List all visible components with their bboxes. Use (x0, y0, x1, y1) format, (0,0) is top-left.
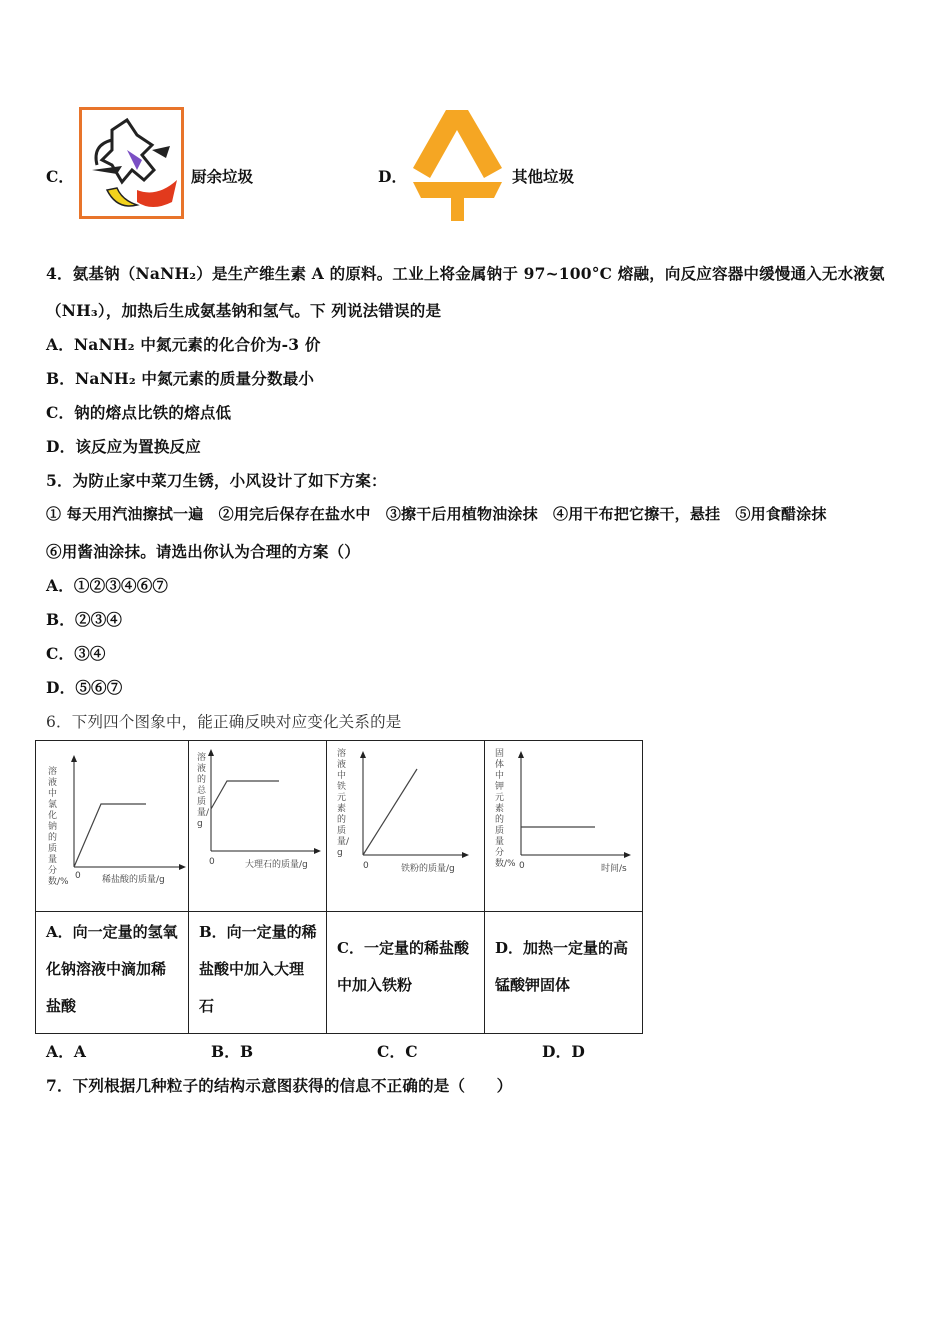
other-waste-label: 其他垃圾 (512, 167, 575, 186)
q4-option-b: B．NaNH₂ 中氮元素的质量分数最小 (46, 369, 315, 388)
graph-b-desc: B．向一定量的稀盐酸中加入大理石 (199, 923, 317, 1015)
q6-stem: 6．下列四个图象中，能正确反映对应变化关系的是 (46, 713, 402, 731)
q5-option-d: D．⑤⑥⑦ (46, 678, 123, 697)
kitchen-waste-label: 厨余垃圾 (191, 167, 254, 186)
graph-c-xlabel: 铁粉的质量/g (401, 864, 455, 874)
graph-a-origin: 0 (75, 871, 81, 881)
q5-methods-cont: ⑥用酱油涂抹。请选出你认为合理的方案（） (46, 542, 361, 561)
graph-d-desc: D．加热一定量的高锰酸钾固体 (495, 939, 629, 994)
q6-graph-table (35, 740, 643, 1034)
graph-a-desc-cell (36, 912, 189, 1034)
q5-stem: 5．为防止家中菜刀生锈，小风设计了如下方案： (46, 471, 387, 490)
q4-option-c: C．钠的熔点比铁的熔点低 (46, 403, 232, 422)
q4-stem-line2: （NH₃），加热后生成氨基钠和氢气。下 列说法错误的是 (46, 301, 442, 320)
graph-c-ylabel: 溶液中铁元素的质量/g (337, 749, 350, 858)
graph-b-xlabel: 大理石的质量/g (245, 860, 308, 870)
q5-option-a: A．①②③④⑥⑦ (46, 576, 169, 595)
graph-d-origin: 0 (519, 861, 525, 871)
graph-b-plot (189, 741, 326, 911)
graph-a-xlabel: 稀盐酸的质量/g (102, 875, 165, 885)
graph-a-desc: A．向一定量的氢氧化钠溶液中滴加稀盐酸 (46, 923, 178, 1015)
graph-c-desc-cell (327, 912, 485, 1034)
kitchen-waste-icon (79, 107, 184, 219)
graph-b-cell (189, 741, 327, 912)
graph-d-desc-cell (485, 912, 643, 1034)
graph-d-ylabel: 固体中钾元素的质量分数/% (495, 749, 516, 869)
graph-a-ylabel: 溶液中氯化钠的质量分数/% (48, 767, 69, 887)
q4-option-d: D．该反应为置换反应 (46, 437, 201, 456)
graph-d-plot (485, 741, 642, 911)
q6-answer-c: C．C (377, 1042, 418, 1061)
graph-a-cell (36, 741, 189, 912)
graph-b-origin: 0 (209, 857, 215, 867)
q6-answer-b: B．B (211, 1042, 254, 1061)
graph-c-origin: 0 (363, 861, 369, 871)
other-waste-icon (410, 106, 505, 224)
q6-answer-d: D．D (542, 1042, 585, 1061)
graph-d-cell (485, 741, 643, 912)
q4-stem-line1: 4．氨基钠（NaNH₂）是生产维生素 A 的原料。工业上将金属钠于 97~100°C 熔融，向反应容器中缓慢通入无水液氨 (46, 264, 885, 283)
option-c-letter: C． (46, 167, 74, 186)
q5-methods: ① 每天用汽油擦拭一遍 ②用完后保存在盐水中 ③擦干后用植物油涂抹 ④用干布把它擦干，悬挂 ⑤用食醋涂抹 (46, 505, 827, 523)
graph-c-desc: C．一定量的稀盐酸中加入铁粉 (337, 939, 469, 994)
graph-d-xlabel: 时间/s (601, 864, 627, 874)
q4-option-a: A．NaNH₂ 中氮元素的化合价为-3 价 (46, 335, 321, 354)
graph-c-plot (327, 741, 484, 911)
q5-option-b: B．②③④ (46, 610, 123, 629)
graph-b-desc-cell (189, 912, 327, 1034)
q7-stem: 7．下列根据几种粒子的结构示意图获得的信息不正确的是（ ） (46, 1076, 513, 1095)
q5-option-c: C．③④ (46, 644, 106, 663)
graph-b-ylabel: 溶液的总质量/g (197, 753, 210, 829)
option-d-letter: D． (378, 167, 407, 186)
graph-c-cell (327, 741, 485, 912)
q6-answer-a: A．A (46, 1042, 87, 1061)
